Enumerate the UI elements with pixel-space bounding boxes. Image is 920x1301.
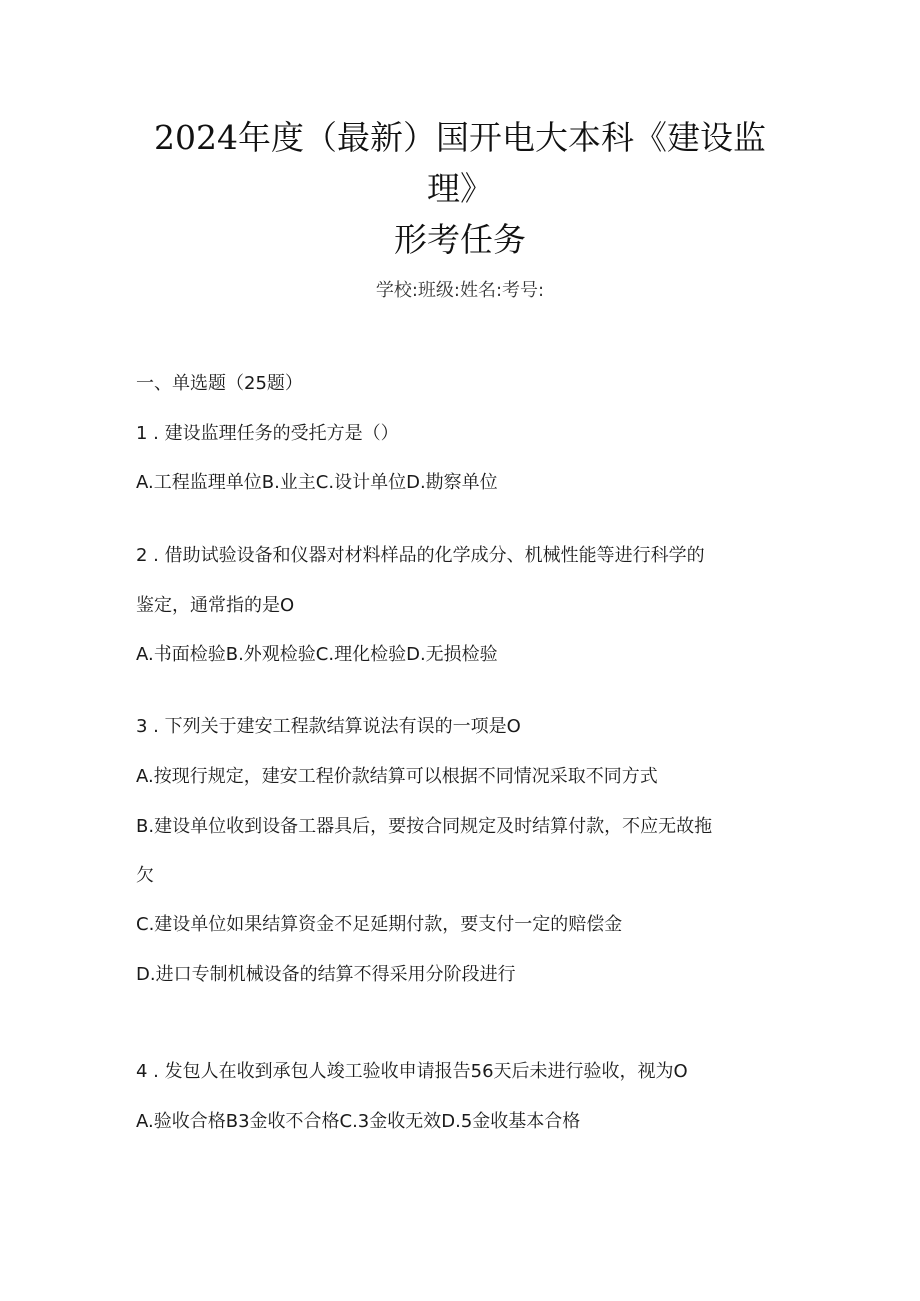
question-3-option-b-cont: 欠 (136, 865, 154, 886)
question-1-stem: 1 . 建设监理任务的受托方是（） (136, 423, 399, 444)
question-2-options: A.书面检验B.外观检验C.理化检验D.无损检验 (136, 644, 498, 665)
document-title-line-2: 理》 (427, 169, 493, 208)
document-title-line-1: 2024年度（最新）国开电大本科《建设监 (154, 118, 766, 157)
document-subtitle: 形考任务 (394, 220, 526, 259)
question-2-stem-line-1: 2 . 借助试验设备和仪器对材料样品的化学成分、机械性能等进行科学的 (136, 545, 705, 566)
question-3-option-c: C.建设单位如果结算资金不足延期付款，要支付一定的赔偿金 (136, 914, 623, 935)
question-1-options: A.工程监理单位B.业主C.设计单位D.勘察单位 (136, 472, 498, 493)
student-info-line: 学校:班级:姓名:考号: (375, 280, 545, 301)
question-3-option-a: A.按现行规定，建安工程价款结算可以根据不同情况采取不同方式 (136, 766, 658, 787)
question-3-option-b: B.建设单位收到设备工器具后，要按合同规定及时结算付款，不应无故拖 (136, 816, 713, 837)
question-4-options: A.验收合格B3金收不合格C.3金收无效D.5金收基本合格 (136, 1111, 581, 1132)
question-3-stem: 3 . 下列关于建安工程款结算说法有误的一项是O (136, 716, 521, 737)
question-2-stem-line-2: 鉴定，通常指的是O (136, 595, 295, 616)
question-4-stem: 4 . 发包人在收到承包人竣工验收申请报告56天后未进行验收，视为O (136, 1061, 688, 1082)
section-heading: 一、单选题（25题） (136, 373, 303, 394)
question-3-option-d: D.进口专制机械设备的结算不得采用分阶段进行 (136, 964, 516, 985)
